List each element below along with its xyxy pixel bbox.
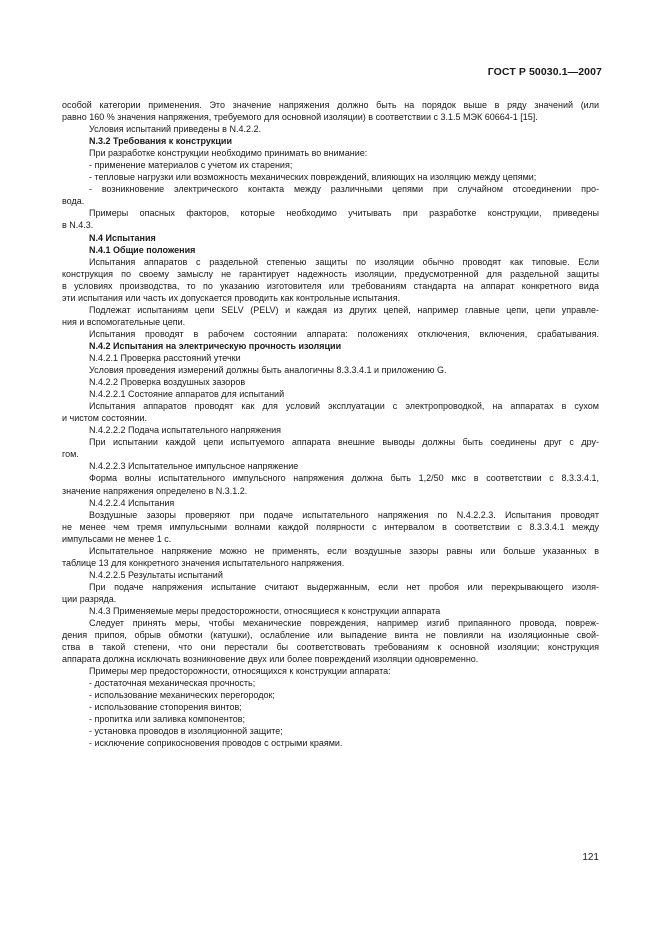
text-line: N.4.2.2.4 Испытания <box>89 497 175 508</box>
text-line: дения припоя, обрыв обмотки (катушки), ослабление или выпадение винта не повлияли на изоляционные свой- <box>62 630 599 641</box>
text-line: импульсами не менее 1 с. <box>62 533 172 544</box>
text-line: в N.4.3. <box>62 220 94 231</box>
text-line: ния и вспомогательные цепи. <box>62 316 186 327</box>
text-line: N.4.3 Применяемые меры предосторожности, относящиеся к конструкции аппарата <box>89 605 441 616</box>
text-line: - исключение соприкосновения проводов с острыми краями. <box>89 738 343 749</box>
text-line: аппарата должна исключать возникновение двух или более повреждений изоляции одновременно. <box>62 654 479 665</box>
text-line: Условия проведения измерений должны быть аналогичны 8.3.3.4.1 и приложению G. <box>89 365 447 376</box>
text-line: N.4.2.2.1 Состояние аппаратов для испытаний <box>89 389 285 400</box>
section-heading: N.4.2 Испытания на электрическую прочность изоляции <box>89 340 342 351</box>
text-line: При испытании каждой цепи испытуемого аппарата внешние выводы должны быть соединены друг с дру- <box>89 437 599 448</box>
text-line: Форма волны испытательного импульсного напряжения должна быть 1,2/50 мкс в соответствии с 8.3.3.4.1, <box>89 473 599 484</box>
text-line: - тепловые нагрузки или возможность механических повреждений, влияющих на изоляцию между цепями; <box>89 172 537 183</box>
text-line: Условия испытаний приведены в N.4.2.2. <box>89 124 261 135</box>
text-line: таблице 13 для конкретного значения испытательного напряжения. <box>62 557 345 568</box>
text-line: - возникновение электрического контакта между различными цепями при случайном отсоединении про- <box>89 184 599 195</box>
text-line: и чистом состоянии. <box>62 413 147 424</box>
text-line: гом. <box>62 449 79 460</box>
text-line: особой категории применения. Это значение напряжения должно быть на порядок выше в ряду значений (или <box>62 100 599 110</box>
text-line: Примеры мер предосторожности, относящихся к конструкции аппарата: <box>89 666 391 677</box>
text-line: - достаточная механическая прочность; <box>89 678 256 689</box>
text-line: При подаче напряжения испытание считают выдержанным, если нет пробоя или перекрывающего изоля- <box>89 581 599 592</box>
text-line: Примеры опасных факторов, которые необходимо учитывать при разработке конструкции, приведены <box>89 208 599 219</box>
text-line: эти испытания или часть их допускается проводить как контрольные испытания. <box>62 292 401 303</box>
section-heading: N.3.2 Требования к конструкции <box>89 136 232 147</box>
text-line: Следует принять меры, чтобы механические повреждения, например изгиб припаянного провода, повреж- <box>89 618 599 629</box>
text-line: При разработке конструкции необходимо принимать во внимание: <box>89 148 368 159</box>
section-heading: N.4 Испытания <box>89 232 156 243</box>
text-line: Испытания проводят в рабочем состоянии аппарата: положениях отключения, включения, срабатывания. <box>89 328 599 339</box>
text-line: - установка проводов в изоляционной защите; <box>89 726 283 737</box>
text-line: N.4.2.1 Проверка расстояний утечки <box>89 352 241 363</box>
text-line: Подлежат испытаниям цепи SELV (PELV) и каждая из других цепей, например главные цепи, цепи управле- <box>89 304 599 315</box>
text-line: N.4.2.2.5 Результаты испытаний <box>89 569 223 580</box>
section-heading: N.4.1 Общие положения <box>89 244 196 255</box>
text-line: значение напряжения определено в N.3.1.2. <box>62 485 248 496</box>
document-standard-header: ГОСТ Р 50030.1—2007 <box>487 66 602 78</box>
text-line: не менее чем тремя импульсными волнами каждой полярности с интервалом в соответствии с 8.3.3.4.1 между <box>62 521 599 532</box>
text-line: - пропитка или заливка компонентов; <box>89 714 246 725</box>
text-line: Воздушные зазоры проверяют при подаче испытательного напряжения по N.4.2.2.3. Испытания проводят <box>89 509 599 520</box>
document-body <box>62 99 599 750</box>
text-line: N.4.2.2.2 Подача испытательного напряжения <box>89 425 282 436</box>
text-line: конструкция по своему замыслу не гарантирует надежность изоляции, предусмотренной для раздельной защиты <box>62 268 599 279</box>
text-line: N.4.2.2.3 Испытательное импульсное напряжение <box>89 461 299 472</box>
text-line: ции разряда. <box>62 593 117 604</box>
text-line: равно 160 % значения напряжения, требуемого для основной изоляции) в соответствии с 3.1.5 МЭК 60664-1 [15]. <box>62 112 538 123</box>
text-line: N.4.2.2 Проверка воздушных зазоров <box>89 377 246 388</box>
page-number: 121 <box>582 852 599 863</box>
text-line: - использование механических перегородок; <box>89 690 275 701</box>
text-line: - применение материалов с учетом их старения; <box>89 160 293 171</box>
text-line: Испытания аппаратов с раздельной степенью защиты по изоляции обычно проводят как типовые. Если <box>89 256 599 267</box>
text-line: в условиях производства, то по указанию изготовителя или требованиям стандарта на аппарат конкретного вида <box>62 280 599 291</box>
text-line: вода. <box>62 196 85 207</box>
text-line: Испытательное напряжение можно не применять, если воздушные зазоры равны или больше указанных в <box>89 545 599 556</box>
text-line: Испытания аппаратов проводят как для условий эксплуатации с электропроводкой, на аппаратах в сухом <box>89 401 599 412</box>
text-line: ства в такой степени, что они перестали бы соответствовать требованиям к основной изоляции; конструкция <box>62 642 599 653</box>
text-line: - использование стопорения винтов; <box>89 702 242 713</box>
